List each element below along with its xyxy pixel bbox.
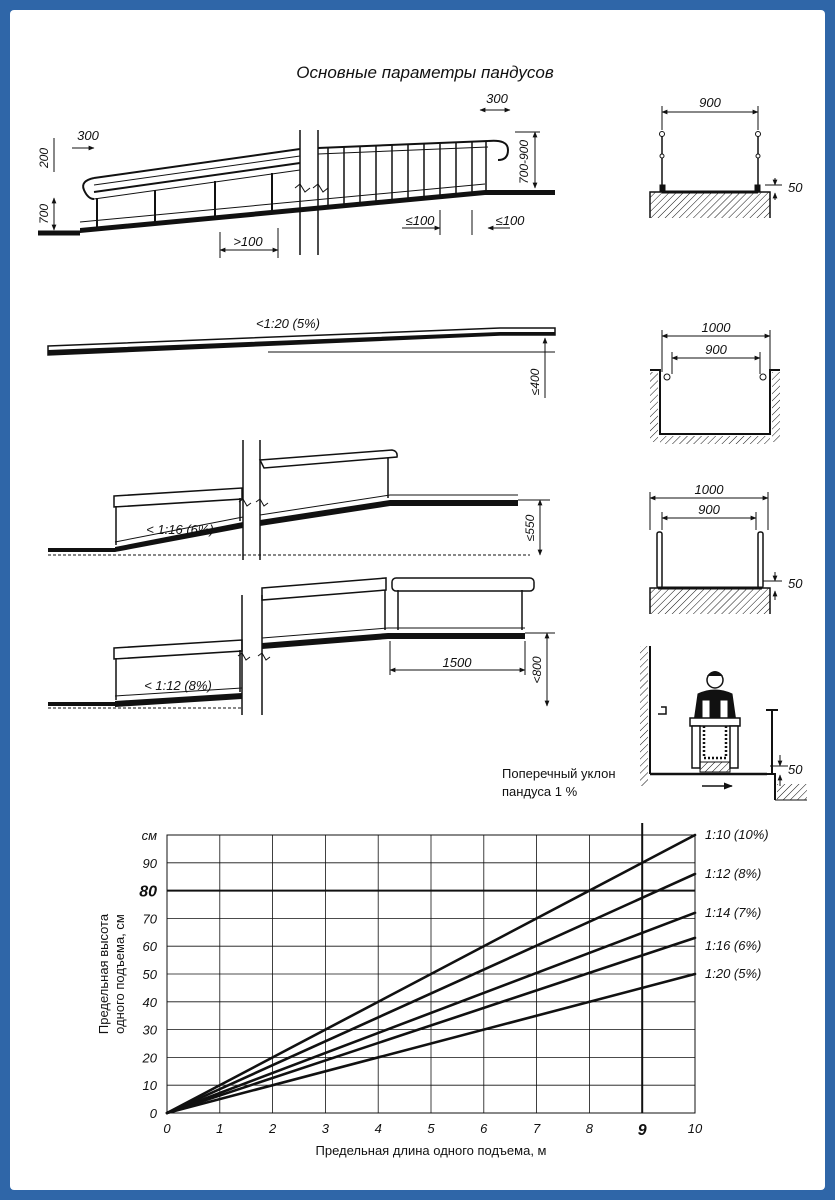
ramp-profile-6pct: [48, 440, 550, 560]
dim-extension-right: 300: [486, 91, 508, 106]
x-tick-label: 8: [585, 1121, 594, 1136]
dim-baluster-2: ≤100: [495, 213, 525, 228]
y-tick-label: 70: [142, 911, 157, 927]
x-tick-label: 10: [687, 1121, 703, 1136]
y-tick-label: 10: [142, 1078, 157, 1094]
s3-curb-label: 50: [788, 576, 803, 591]
series-label: 1:10 (10%): [705, 827, 769, 842]
slope-label-6pct: < 1:16 (6%): [146, 522, 214, 537]
x-tick-label: 1: [216, 1121, 224, 1136]
ramp-drawing: [10, 10, 825, 1190]
ramp-limits-chart: [96, 823, 769, 1158]
wheelchair-user-icon: [690, 671, 740, 772]
s4-curb-label: 50: [788, 762, 803, 777]
dim-gap-min: >100: [233, 234, 263, 249]
x-tick-label: 5: [427, 1121, 435, 1136]
y-tick-label: 90: [142, 855, 157, 871]
s3-inner-label: 900: [698, 502, 720, 517]
s1-width-label: 900: [699, 95, 721, 110]
series-label: 1:14 (7%): [705, 904, 762, 920]
cross-slope-label-line2: пандуса 1 %: [502, 784, 578, 799]
dim-handrail-low: 700: [37, 203, 51, 225]
ramp-profile-5pct: [48, 328, 555, 398]
reference-x-label: 9: [637, 1122, 647, 1139]
reference-y-label: 80: [139, 883, 157, 901]
ramp-profile-8pct: [48, 578, 555, 715]
ramp-handrail-elevation: [38, 110, 555, 258]
dim-handrail-top: 200: [37, 147, 51, 169]
rise-label-6pct: ≤550: [523, 514, 537, 542]
series-label: 1:16 (6%): [705, 937, 762, 953]
y-axis-title-line2: одного подъема, см: [112, 914, 127, 1034]
s2-outer-label: 1000: [701, 320, 731, 335]
dim-baluster-1: ≤100: [405, 213, 435, 228]
x-tick-label: 2: [268, 1121, 277, 1136]
y-unit-label: см: [141, 828, 157, 843]
y-tick-label: 0: [149, 1106, 157, 1121]
x-tick-label: 3: [321, 1121, 330, 1136]
drawing-sheet: [10, 10, 825, 1190]
y-tick-label: 60: [142, 939, 157, 955]
rise-label-8pct: <800: [530, 656, 544, 684]
s1-curb-label: 50: [788, 180, 803, 195]
x-tick-label: 6: [480, 1121, 488, 1136]
page-title: Основные параметры пандусов: [296, 63, 554, 82]
slope-label-8pct: < 1:12 (8%): [144, 678, 212, 693]
series-label: 1:20 (5%): [705, 966, 762, 981]
y-tick-label: 50: [142, 967, 157, 982]
dim-handrail-range: 700-900: [517, 139, 531, 185]
s2-inner-label: 900: [705, 342, 727, 357]
x-tick-label: 0: [163, 1121, 171, 1136]
cross-slope-label-line1: Поперечный уклон: [502, 766, 616, 781]
y-axis-title-line1: Предельная высота: [96, 913, 111, 1035]
y-tick-label: 40: [142, 994, 157, 1010]
dim-extension-left: 300: [77, 128, 99, 143]
x-tick-label: 4: [374, 1121, 382, 1136]
slope-label-5pct: <1:20 (5%): [256, 316, 320, 331]
series-label: 1:12 (8%): [705, 865, 762, 881]
x-axis-title: Предельная длина одного подъема, м: [315, 1143, 547, 1158]
y-tick-label: 30: [142, 1022, 157, 1038]
cross-section-1: [650, 106, 782, 218]
s3-outer-label: 1000: [694, 482, 724, 497]
rise-label-5pct: ≤400: [528, 368, 542, 396]
landing-length-label: 1500: [442, 655, 472, 670]
y-tick-label: 20: [142, 1050, 157, 1066]
x-tick-label: 7: [532, 1121, 541, 1136]
